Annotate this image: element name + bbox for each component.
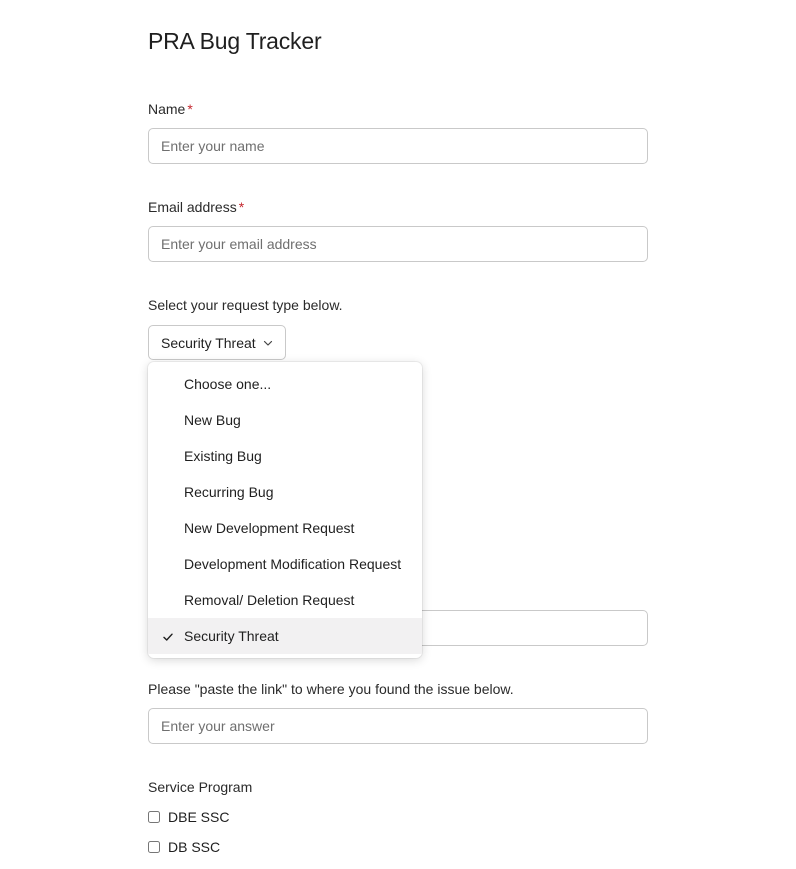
db-ssc-checkbox[interactable] (148, 841, 160, 853)
option-label: Choose one... (184, 376, 272, 392)
email-label-text: Email address (148, 199, 237, 215)
email-input[interactable] (148, 226, 648, 262)
dropdown-option[interactable] (148, 510, 422, 546)
dropdown-option[interactable] (148, 402, 422, 438)
link-label: Please "paste the link" to where you found the issue below. (148, 681, 514, 697)
dropdown-option[interactable] (148, 366, 422, 402)
link-input[interactable] (148, 708, 648, 744)
request-type-label: Select your request type below. (148, 297, 343, 313)
service-program-option-db-ssc[interactable] (148, 839, 220, 855)
dropdown-option-selected[interactable] (148, 618, 422, 654)
option-label: Recurring Bug (184, 484, 274, 500)
option-label: Removal/ Deletion Request (184, 592, 355, 608)
dbe-ssc-checkbox[interactable] (148, 811, 160, 823)
dropdown-option[interactable] (148, 546, 422, 582)
option-label: Security Threat (184, 628, 279, 644)
request-type-dropdown-menu (148, 362, 422, 658)
service-program-label: Service Program (148, 779, 253, 795)
dropdown-option[interactable] (148, 582, 422, 618)
required-mark: * (238, 199, 245, 215)
dropdown-option[interactable] (148, 438, 422, 474)
request-type-select[interactable] (148, 325, 286, 360)
option-label: New Development Request (184, 520, 355, 536)
chevron-down-icon (263, 338, 273, 348)
db-ssc-label: DB SSC (168, 839, 221, 855)
dbe-ssc-label: DBE SSC (168, 809, 230, 825)
service-program-option-dbe-ssc[interactable] (148, 809, 229, 825)
page-title: PRA Bug Tracker (148, 28, 322, 54)
option-label: Existing Bug (184, 448, 262, 464)
checkmark-icon (162, 630, 174, 642)
dropdown-option[interactable] (148, 474, 422, 510)
name-label (148, 101, 193, 117)
required-mark: * (187, 101, 193, 117)
option-label: New Bug (184, 412, 241, 428)
name-input[interactable] (148, 128, 648, 164)
option-label: Development Modification Request (184, 556, 402, 572)
email-label (148, 199, 244, 215)
request-type-selected-value: Security Threat (161, 334, 256, 351)
name-label-text: Name (148, 101, 186, 117)
